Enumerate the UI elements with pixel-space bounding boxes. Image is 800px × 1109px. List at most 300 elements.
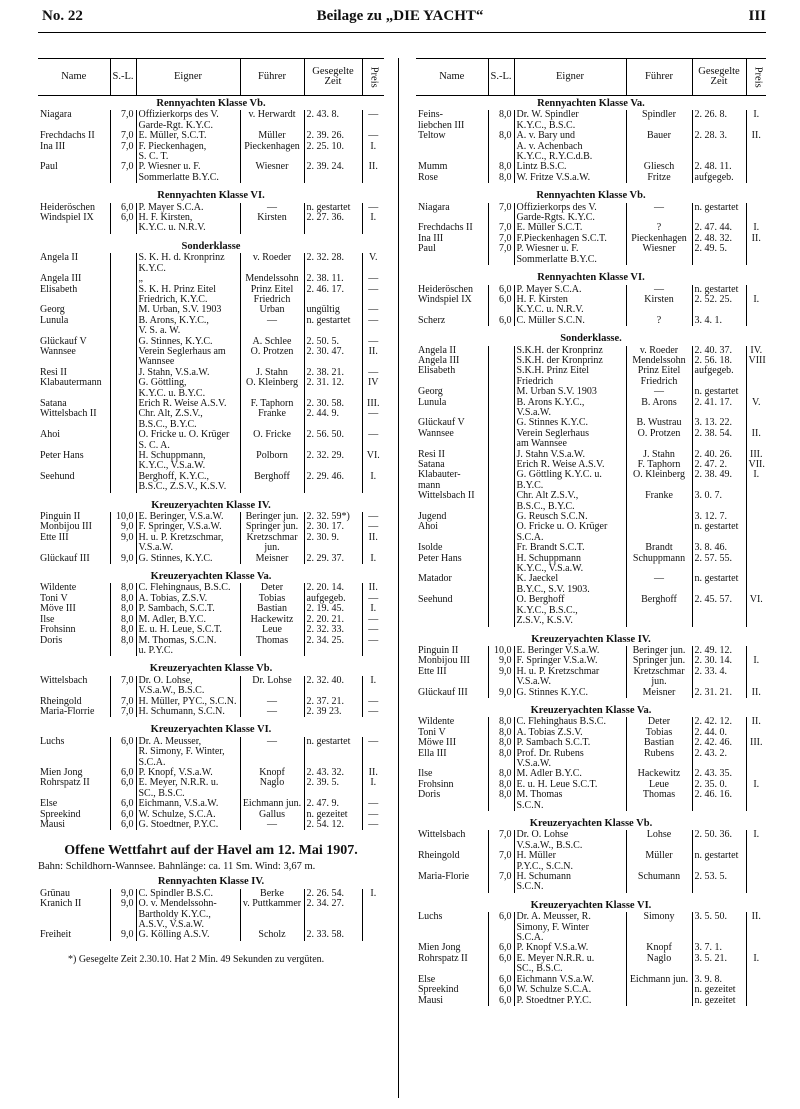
table-row bbox=[416, 522, 766, 543]
helmsman: B. Arons bbox=[626, 398, 692, 419]
sailed-time: n. gestartet bbox=[304, 316, 362, 337]
yacht-name: Seehund bbox=[418, 594, 453, 606]
yacht-name: Peter Hans bbox=[40, 450, 84, 461]
owner: B. Arons, K.Y.C., V. S. a. W. bbox=[136, 316, 240, 337]
sail-area: 7,0 bbox=[488, 234, 514, 244]
helmsman: Berke bbox=[240, 889, 304, 899]
sail-area: 8,0 bbox=[488, 790, 514, 811]
yacht-name: Pinguin II bbox=[418, 644, 459, 656]
prize: III. bbox=[362, 399, 384, 409]
class-heading-row bbox=[38, 96, 384, 111]
yacht-name: Monbijou III bbox=[40, 521, 92, 533]
sailed-time: 2. 47. 9. bbox=[304, 799, 362, 809]
helmsman: Lohse bbox=[626, 830, 692, 851]
sail-area: 8,0 bbox=[488, 717, 514, 727]
sailed-time: 2. 29. 46. bbox=[304, 472, 362, 493]
spacer-cell bbox=[38, 941, 384, 946]
sail-area bbox=[110, 347, 136, 368]
sail-area: 6,0 bbox=[488, 954, 514, 975]
class-heading: Kreuzeryachten Klasse VI. bbox=[150, 724, 272, 736]
helmsman: O. Kleinberg bbox=[240, 378, 304, 399]
sailed-time: n. gestartet bbox=[692, 203, 746, 224]
prize: I. bbox=[746, 470, 766, 491]
prize: I. bbox=[362, 889, 384, 899]
table-row bbox=[38, 142, 384, 163]
yacht-name: Grünau bbox=[40, 887, 70, 899]
table-row bbox=[416, 244, 766, 265]
table-row bbox=[38, 625, 384, 635]
sail-area bbox=[488, 554, 514, 575]
sail-area: 6,0 bbox=[110, 820, 136, 830]
sailed-time: ungültig bbox=[304, 305, 362, 315]
spacer-cell bbox=[38, 830, 384, 835]
yacht-name: Frohsinn bbox=[418, 778, 454, 790]
prize: II. bbox=[362, 533, 384, 554]
sail-area bbox=[110, 285, 136, 306]
sail-area: 10,0 bbox=[488, 646, 514, 656]
class-heading-row bbox=[38, 239, 384, 253]
owner: O. Fricke u. O. Krüger S. C. A. bbox=[136, 430, 240, 451]
owner: Dr. O. Lohse, V.S.a.W., B.S.C. bbox=[136, 676, 240, 697]
table-row bbox=[416, 429, 766, 450]
sailed-time: 3. 13. 22. bbox=[692, 418, 746, 428]
sail-area: 8,0 bbox=[488, 162, 514, 172]
spacer-row bbox=[416, 1006, 766, 1011]
owner: S.K.H. Prinz Eitel Friedrich bbox=[514, 366, 626, 387]
sailed-time: n. gezeitet bbox=[304, 810, 362, 820]
table-row bbox=[416, 366, 766, 387]
helmsman bbox=[626, 985, 692, 995]
helmsman: Meisner bbox=[240, 554, 304, 564]
yacht-name: Doris bbox=[418, 789, 441, 801]
helmsman: J. Stahn bbox=[626, 450, 692, 460]
prize: — bbox=[362, 820, 384, 830]
sailed-time: 2. 43. 2. bbox=[692, 749, 746, 770]
sailed-time: 2. 39. 24. bbox=[304, 162, 362, 183]
spacer-row bbox=[38, 830, 384, 835]
helmsman: Thomas bbox=[240, 636, 304, 657]
owner: Eichmann, V.S.a.W. bbox=[136, 799, 240, 809]
sail-area: 7,0 bbox=[488, 203, 514, 224]
helmsman: Eichmann jun. bbox=[626, 975, 692, 985]
sail-area bbox=[488, 346, 514, 356]
sailed-time: 2. 56. 18. bbox=[692, 356, 746, 366]
prize: VIII bbox=[746, 356, 766, 366]
prize: — bbox=[362, 799, 384, 809]
yacht-name: Lunula bbox=[40, 314, 69, 326]
sail-area: 6,0 bbox=[110, 799, 136, 809]
yacht-name: Scherz bbox=[418, 314, 446, 326]
yacht-name: Klabauter- mann bbox=[418, 469, 461, 491]
prize bbox=[746, 366, 766, 387]
yacht-name: Ilse bbox=[40, 613, 55, 625]
helmsman: Eichmann jun. bbox=[240, 799, 304, 809]
sailed-time: n. gezeitet bbox=[692, 996, 746, 1006]
table-row bbox=[416, 872, 766, 893]
sail-area bbox=[110, 409, 136, 430]
sail-area: 6,0 bbox=[488, 316, 514, 326]
owner: E. Beringer, V.S.a.W. bbox=[136, 512, 240, 522]
helmsman: Leue bbox=[626, 780, 692, 790]
yacht-name: Teltow bbox=[418, 130, 446, 142]
owner: M. Urban S.V. 1903 bbox=[514, 387, 626, 397]
yacht-name: Mumm bbox=[418, 161, 448, 173]
class-heading-row bbox=[38, 569, 384, 583]
table-body bbox=[38, 874, 384, 945]
table-row bbox=[416, 470, 766, 491]
header-row bbox=[416, 59, 766, 96]
page-title: Beilage zu „DIE YACHT“ bbox=[316, 8, 484, 24]
table-row bbox=[416, 912, 766, 943]
column-header-helm: Führer bbox=[240, 59, 304, 96]
table-row bbox=[38, 707, 384, 717]
helmsman: Dr. Lohse bbox=[240, 676, 304, 697]
table-row bbox=[38, 274, 384, 284]
prize: — bbox=[362, 131, 384, 141]
sail-area: 6,0 bbox=[488, 943, 514, 953]
owner: O. v. Mendelssohn- Bartholdy K.Y.C., A.S.V., V.S.a.W. bbox=[136, 899, 240, 930]
helmsman: — bbox=[240, 820, 304, 830]
sail-area bbox=[488, 470, 514, 491]
helmsman: Scholz bbox=[240, 930, 304, 940]
yacht-name: Glückauf III bbox=[418, 686, 468, 698]
yacht-name: Luchs bbox=[40, 735, 65, 747]
sail-area bbox=[488, 387, 514, 397]
prize bbox=[362, 930, 384, 940]
class-heading: Rennyachten Klasse IV. bbox=[157, 876, 265, 888]
owner: F. Pieckenhagen, S. C. T. bbox=[136, 142, 240, 163]
yacht-name: Möve III bbox=[40, 603, 76, 615]
class-heading-row bbox=[416, 331, 766, 345]
results-table-left bbox=[38, 58, 384, 835]
prize: II. bbox=[746, 688, 766, 698]
prize: — bbox=[362, 368, 384, 378]
sail-area: 8,0 bbox=[110, 636, 136, 657]
sail-area: 8,0 bbox=[110, 583, 136, 593]
table-row bbox=[38, 409, 384, 430]
owner: W. Schulze, S.C.A. bbox=[136, 810, 240, 820]
sailed-time: 2. 30. 58. bbox=[304, 399, 362, 409]
owner: H. Schumann S.C.N. bbox=[514, 872, 626, 893]
table-row bbox=[416, 110, 766, 131]
prize: I. bbox=[746, 780, 766, 790]
owner: P. Sambach S.C.T. bbox=[514, 738, 626, 748]
class-heading-row bbox=[416, 703, 766, 717]
sail-area: 10,0 bbox=[110, 512, 136, 522]
prize: III. bbox=[746, 738, 766, 748]
yacht-name: Ella III bbox=[418, 747, 447, 759]
column-header-time: Gesegelte Zeit bbox=[304, 59, 362, 96]
yacht-name: Wannsee bbox=[418, 427, 454, 439]
owner: G. Göttling K.Y.C. u. B.Y.C. bbox=[514, 470, 626, 491]
class-heading: Kreuzeryachten Klasse Va. bbox=[530, 704, 652, 716]
yacht-name: Klabautermann bbox=[40, 377, 102, 389]
sailed-time: 2. 47. 44. bbox=[692, 223, 746, 233]
sailed-time: 3. 8. 46. bbox=[692, 543, 746, 553]
yacht-name: Mausi bbox=[40, 819, 65, 830]
owner: G. Göttling, K.Y.C. u. B.Y.C. bbox=[136, 378, 240, 399]
owner: G. Reusch S.C.N. bbox=[514, 512, 626, 522]
owner: A. v. Bary und A. v. Achenbach K.Y.C., R.Y.C.d.B. bbox=[514, 131, 626, 162]
class-heading: Kreuzeryachten Klasse IV. bbox=[531, 633, 651, 645]
class-heading: Sonderklasse bbox=[181, 240, 241, 252]
yacht-name: Luchs bbox=[418, 911, 443, 923]
yacht-name: Niagara bbox=[40, 109, 72, 121]
sail-area: 8,0 bbox=[110, 615, 136, 625]
owner: Berghoff, K.Y.C., B.S.C., Z.S.V., K.S.V. bbox=[136, 472, 240, 493]
class-heading: Kreuzeryachten Klasse VI. bbox=[530, 899, 652, 911]
table-body bbox=[416, 96, 766, 1011]
owner: Erich R. Weise A.S.V. bbox=[514, 460, 626, 470]
sail-area bbox=[110, 399, 136, 409]
sail-area: 7,0 bbox=[110, 131, 136, 141]
helmsman: O. Protzen bbox=[626, 429, 692, 450]
table-row bbox=[38, 737, 384, 768]
helmsman: Schuppmann bbox=[626, 554, 692, 575]
prize: IV. bbox=[746, 346, 766, 356]
class-heading: Rennyachten Klasse VI. bbox=[537, 272, 645, 284]
owner: Fr. Brandt S.C.T. bbox=[514, 543, 626, 553]
column-header-owner: Eigner bbox=[514, 59, 626, 96]
yacht-name: Wittelsbach II bbox=[418, 490, 475, 502]
yacht-name: Pinguin II bbox=[40, 511, 81, 523]
yacht-name: Rohrspatz II bbox=[418, 952, 468, 964]
sail-area: 6,0 bbox=[110, 810, 136, 820]
sail-area: 6,0 bbox=[110, 203, 136, 213]
sailed-time: 2. 56. 50. bbox=[304, 430, 362, 451]
prize: — bbox=[362, 625, 384, 635]
owner: S.K.H. der Kronprinz bbox=[514, 356, 626, 366]
helmsman: — bbox=[626, 203, 692, 224]
prize: IV bbox=[362, 378, 384, 399]
owner: H. Schuppmann K.Y.C., V.S.a.W. bbox=[514, 554, 626, 575]
owner: C. Müller S.C.N. bbox=[514, 316, 626, 326]
sailed-time: 2. 43. 8. bbox=[304, 110, 362, 131]
sailed-time: n. gezeitet bbox=[692, 985, 746, 995]
helmsman: Rubens bbox=[626, 749, 692, 770]
table-row bbox=[38, 676, 384, 697]
prize bbox=[746, 749, 766, 770]
column-header-prize-label: Preis bbox=[752, 66, 764, 88]
helmsman: B. Wustrau bbox=[626, 418, 692, 428]
sail-area bbox=[488, 429, 514, 450]
helmsman: O. Protzen bbox=[240, 347, 304, 368]
yacht-name: Wildente bbox=[40, 582, 77, 594]
prize: — bbox=[362, 615, 384, 625]
helmsman: Pieckenhagen bbox=[240, 142, 304, 163]
helmsman: Wiesner bbox=[240, 162, 304, 183]
helmsman: Mendelssohn bbox=[626, 356, 692, 366]
table-row bbox=[416, 749, 766, 770]
prize: I. bbox=[746, 656, 766, 666]
prize bbox=[362, 899, 384, 930]
class-heading-row bbox=[38, 722, 384, 736]
sailed-time: 2. 25. 10. bbox=[304, 142, 362, 163]
sail-area bbox=[488, 522, 514, 543]
yacht-name: Paul bbox=[40, 161, 58, 173]
sailed-time: n. gestartet bbox=[304, 203, 362, 213]
yacht-name: Maria-Florrie bbox=[40, 705, 95, 717]
prize: V. bbox=[362, 253, 384, 274]
prize bbox=[746, 851, 766, 872]
owner: Eichmann V.S.a.W. bbox=[514, 975, 626, 985]
sail-area: 7,0 bbox=[110, 707, 136, 717]
helmsman: Fritze bbox=[626, 173, 692, 183]
table-row bbox=[416, 667, 766, 688]
prize: I. bbox=[362, 472, 384, 493]
prize: II. bbox=[746, 429, 766, 450]
sail-area: 9,0 bbox=[488, 656, 514, 666]
owner: G. Stinnes, K.Y.C. bbox=[136, 337, 240, 347]
owner: H. F. Kirsten K.Y.C. u. N.R.V. bbox=[514, 295, 626, 316]
class-heading-row bbox=[416, 632, 766, 646]
prize bbox=[746, 996, 766, 1006]
table-row bbox=[416, 387, 766, 397]
helmsman bbox=[626, 996, 692, 1006]
sail-area bbox=[488, 356, 514, 366]
yacht-name: Spreekind bbox=[40, 808, 81, 820]
helmsman: Prinz Eitel Friedrich bbox=[626, 366, 692, 387]
table-row bbox=[38, 430, 384, 451]
sailed-time: 2. 38. 49. bbox=[692, 470, 746, 491]
table-row bbox=[416, 954, 766, 975]
prize bbox=[746, 975, 766, 985]
sail-area: 7,0 bbox=[110, 676, 136, 697]
spacer-row bbox=[38, 941, 384, 946]
yacht-name: Satana bbox=[40, 397, 67, 409]
yacht-name: Freiheit bbox=[40, 929, 72, 941]
helmsman: Deter bbox=[240, 583, 304, 593]
sailed-time: 2. 20. 14. bbox=[304, 583, 362, 593]
sailed-time: n. gestartet bbox=[304, 737, 362, 768]
prize bbox=[746, 985, 766, 995]
sail-area bbox=[110, 316, 136, 337]
table-row bbox=[416, 830, 766, 851]
sailed-time: 2. 32. 59*) bbox=[304, 512, 362, 522]
yacht-name: Angela III bbox=[418, 354, 460, 366]
class-heading: Rennyachten Klasse VI. bbox=[157, 190, 265, 202]
sail-area: 6,0 bbox=[110, 213, 136, 234]
helmsman: Simony bbox=[626, 912, 692, 943]
helmsman: v. Roeder bbox=[240, 253, 304, 274]
owner: G. Kölling A.S.V. bbox=[136, 930, 240, 940]
owner: W. Schulze S.C.A. bbox=[514, 985, 626, 995]
sailed-time: n. gestartet bbox=[692, 522, 746, 543]
helmsman bbox=[626, 512, 692, 522]
yacht-name: Ette III bbox=[418, 665, 447, 677]
sail-area bbox=[110, 274, 136, 284]
sail-area: 7,0 bbox=[110, 162, 136, 183]
sailed-time: 2. 33. 58. bbox=[304, 930, 362, 940]
owner: Verein Seglerhaus am Wannsee bbox=[514, 429, 626, 450]
table-row bbox=[38, 347, 384, 368]
class-heading-row bbox=[416, 270, 766, 284]
table-row bbox=[38, 472, 384, 493]
helmsman: Kretzschmar jun. bbox=[626, 667, 692, 688]
sailed-time: 2. 41. 17. bbox=[692, 398, 746, 419]
sailed-time: 3. 0. 7. bbox=[692, 491, 746, 512]
prize: I. bbox=[746, 830, 766, 851]
sailed-time: 2. 46. 17. bbox=[304, 285, 362, 306]
yacht-name: Wittelsbach II bbox=[40, 408, 97, 420]
owner: G. Stinnes K.Y.C. bbox=[514, 418, 626, 428]
owner: O. Berghoff K.Y.C., B.S.C., Z.S.V., K.S.V. bbox=[514, 595, 626, 626]
owner: F. Springer V.S.a.W. bbox=[514, 656, 626, 666]
helmsman: J. Stahn bbox=[240, 368, 304, 378]
sailed-time: 2. 29. 37. bbox=[304, 554, 362, 564]
left-column bbox=[38, 58, 384, 965]
helmsman: Urban bbox=[240, 305, 304, 315]
sailed-time: 2. 32. 33. bbox=[304, 625, 362, 635]
helmsman: Wiesner bbox=[626, 244, 692, 265]
sail-area: 9,0 bbox=[110, 930, 136, 940]
yacht-name: Heideröschen bbox=[418, 283, 473, 295]
sailed-time: 2. 34. 25. bbox=[304, 636, 362, 657]
class-heading: Sonderklasse. bbox=[560, 333, 622, 345]
sailed-time: 2. 39. 5. bbox=[304, 778, 362, 799]
prize: VI. bbox=[362, 451, 384, 472]
sailed-time: aufgegeb. bbox=[692, 366, 746, 387]
helmsman: Springer jun. bbox=[240, 522, 304, 532]
owner: C. Spindler B.S.C. bbox=[136, 889, 240, 899]
owner: M. Thomas S.C.N. bbox=[514, 790, 626, 811]
table-row bbox=[38, 820, 384, 830]
column-divider bbox=[398, 58, 399, 1098]
table-row bbox=[38, 533, 384, 554]
owner: Lintz B.S.C. bbox=[514, 162, 626, 172]
helmsman: Gallus bbox=[240, 810, 304, 820]
sailed-time: 3. 4. 1. bbox=[692, 316, 746, 326]
sailed-time: 2. 45. 57. bbox=[692, 595, 746, 626]
class-heading-row bbox=[416, 898, 766, 912]
prize bbox=[746, 543, 766, 553]
sailed-time: aufgegeb. bbox=[304, 594, 362, 604]
prize bbox=[746, 244, 766, 265]
yacht-name: Monbijou III bbox=[418, 655, 470, 667]
yacht-name: Spreekind bbox=[418, 984, 459, 996]
helmsman: Gliesch bbox=[626, 162, 692, 172]
helmsman: Meisner bbox=[626, 688, 692, 698]
prize: I. bbox=[746, 110, 766, 131]
sailed-time: 2. 42. 46. bbox=[692, 738, 746, 748]
sail-area bbox=[488, 595, 514, 626]
prize: — bbox=[362, 285, 384, 306]
prize: — bbox=[362, 636, 384, 657]
class-heading: Kreuzeryachten Klasse Vb. bbox=[529, 818, 653, 829]
sailed-time: 2. 20. 21. bbox=[304, 615, 362, 625]
helmsman: — bbox=[626, 574, 692, 595]
sail-area bbox=[488, 398, 514, 419]
table-row bbox=[416, 851, 766, 872]
table-row bbox=[38, 253, 384, 274]
yacht-name: Ina III bbox=[40, 140, 66, 152]
owner: W. Fritze V.S.a.W. bbox=[514, 173, 626, 183]
prize: — bbox=[362, 110, 384, 131]
table-row bbox=[416, 738, 766, 748]
owner: H. Müller P.Y.C., S.C.N. bbox=[514, 851, 626, 872]
sailed-time: 2. 48. 11. bbox=[692, 162, 746, 172]
owner: S. K. H. d. Kronprinz K.Y.C. bbox=[136, 253, 240, 274]
sail-area: 9,0 bbox=[110, 889, 136, 899]
prize: — bbox=[362, 430, 384, 451]
sailed-time: 2. 39 23. bbox=[304, 707, 362, 717]
column-header-time: Gesegelte Zeit bbox=[692, 59, 746, 96]
yacht-name: Elisabeth bbox=[418, 365, 456, 377]
sailed-time: 2. 48. 32. bbox=[692, 234, 746, 244]
column-header-owner: Eigner bbox=[136, 59, 240, 96]
sail-area bbox=[110, 451, 136, 472]
owner: H. Schuppmann, K.Y.C., V.S.a.W. bbox=[136, 451, 240, 472]
